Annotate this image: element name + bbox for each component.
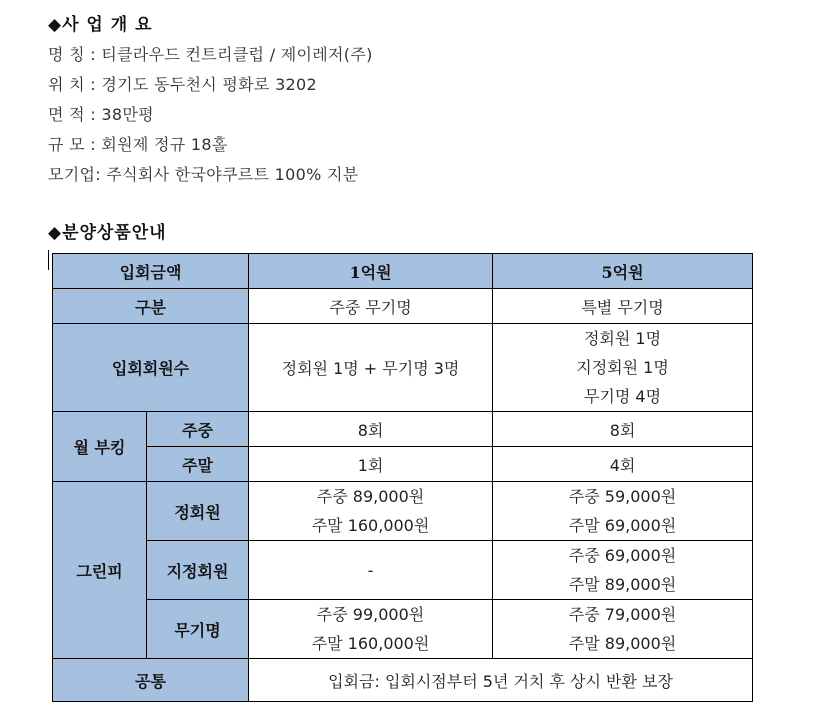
- members-label: 입회회원수: [53, 324, 249, 412]
- greenfee-label: 그린피: [53, 482, 147, 659]
- header-col1: 1억원: [249, 254, 493, 289]
- fee-line: 주말 69,000원: [568, 516, 677, 535]
- fee-line: 주중 69,000원: [568, 546, 677, 565]
- info-parent-company: 모기업: 주식회사 한국야쿠르트 100% 지분: [48, 165, 359, 184]
- text-caret: [48, 250, 49, 270]
- table-row: [53, 412, 753, 447]
- table-row: [53, 324, 753, 412]
- type-label: 구분: [53, 289, 249, 324]
- membership-table: [52, 253, 753, 702]
- members-col2-line: 무기명 4명: [583, 387, 662, 406]
- table-row: [53, 541, 753, 600]
- booking-weekday-label: 주중: [147, 412, 249, 447]
- members-col1: 정회원 1명 + 무기명 3명: [249, 324, 493, 412]
- table-row: [53, 289, 753, 324]
- fee-line: 주말 89,000원: [568, 634, 677, 653]
- common-value: 입회금: 입회시점부터 5년 거치 후 상시 반환 보장: [249, 659, 753, 702]
- table-row: [53, 659, 753, 702]
- greenfee-bearer-label: 무기명: [147, 600, 249, 659]
- fee-line: 주말 160,000원: [311, 634, 430, 653]
- booking-weekend-label: 주말: [147, 447, 249, 482]
- fee-line: 주말 89,000원: [568, 575, 677, 594]
- members-col2-line: 정회원 1명: [583, 329, 662, 348]
- greenfee-designated-col1: -: [249, 541, 493, 600]
- products-heading: ◆분양상품안내: [48, 223, 167, 243]
- greenfee-designated-label: 지정회원: [147, 541, 249, 600]
- common-label: 공통: [53, 659, 249, 702]
- booking-weekend-col2: 4회: [493, 447, 753, 482]
- info-location: 위 치 : 경기도 동두천시 평화로 3202: [48, 75, 317, 94]
- greenfee-bearer-col1: [249, 600, 493, 659]
- fee-line: 주중 89,000원: [316, 487, 425, 506]
- type-col2: 특별 무기명: [493, 289, 753, 324]
- table-row: [53, 447, 753, 482]
- greenfee-designated-col2: [493, 541, 753, 600]
- table-row: [53, 482, 753, 541]
- greenfee-regular-label: 정회원: [147, 482, 249, 541]
- fee-line: 주말 160,000원: [311, 516, 430, 535]
- table-row: [53, 254, 753, 289]
- greenfee-regular-col2: [493, 482, 753, 541]
- booking-weekday-col1: 8회: [249, 412, 493, 447]
- header-label: 입회금액: [53, 254, 249, 289]
- table-row: [53, 600, 753, 659]
- info-area: 면 적 : 38만평: [48, 105, 154, 124]
- fee-line: 주중 79,000원: [568, 605, 677, 624]
- booking-weekday-col2: 8회: [493, 412, 753, 447]
- members-col2: [493, 324, 753, 412]
- fee-line: 주중 99,000원: [316, 605, 425, 624]
- info-scale: 규 모 : 회원제 정규 18홀: [48, 135, 228, 154]
- info-name: 명 칭 : 티클라우드 컨트리클럽 / 제이레저(주): [48, 45, 373, 64]
- fee-line: 주중 59,000원: [568, 487, 677, 506]
- greenfee-bearer-col2: [493, 600, 753, 659]
- overview-heading: ◆사 업 개 요: [48, 15, 153, 35]
- type-col1: 주중 무기명: [249, 289, 493, 324]
- greenfee-regular-col1: [249, 482, 493, 541]
- header-col2: 5억원: [493, 254, 753, 289]
- members-col2-line: 지정회원 1명: [576, 358, 669, 377]
- booking-label: 월 부킹: [53, 412, 147, 482]
- booking-weekend-col1: 1회: [249, 447, 493, 482]
